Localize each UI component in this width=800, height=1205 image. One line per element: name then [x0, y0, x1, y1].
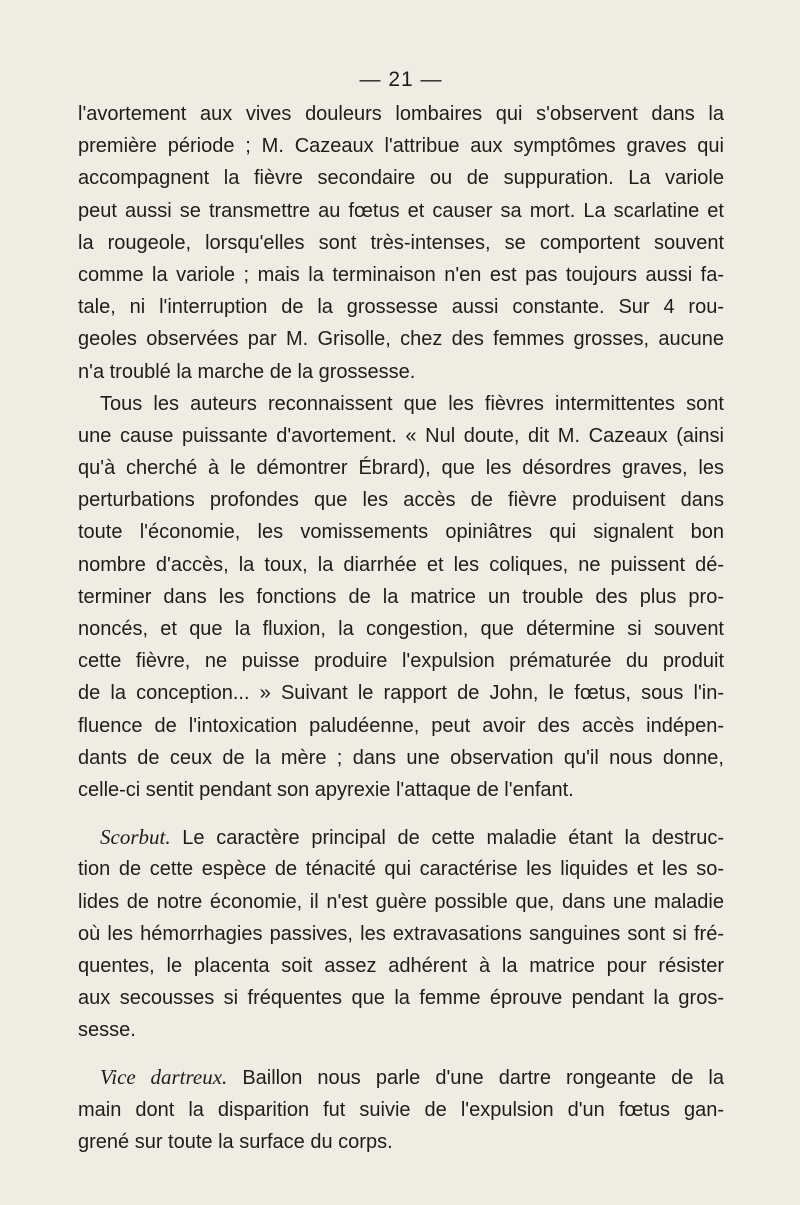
text-line: l'avortement aux vives douleurs lombaires qui s'observent dans la	[78, 103, 724, 125]
text-line: première période ; M. Cazeaux l'attribue aux symptômes graves qui	[78, 135, 724, 158]
text-line: la rougeole, lorsqu'elles sont très-intenses, se comportent souvent	[78, 231, 724, 254]
text-line	[78, 821, 724, 853]
text-line: accompagnent la fièvre secondaire ou de suppuration. La variole	[78, 167, 724, 190]
text-line: une cause puissante d'avortement. « Nul doute, dit M. Cazeaux (ainsi	[78, 424, 724, 447]
text-line: tale, ni l'interruption de la grossesse aussi constante. Sur 4 rou-	[78, 296, 724, 319]
paragraph-fievres	[78, 388, 724, 806]
text-line: noncés, et que la fluxion, la congestion, que détermine si souvent	[78, 618, 724, 640]
text-line: nombre d'accès, la toux, la diarrhée et les coliques, ne puissent dé-	[78, 553, 724, 576]
text-line: main dont la disparition fut suivie de l'expulsion d'un fœtus gan-	[78, 1098, 724, 1121]
text-line: quentes, le placenta soit assez adhérent à la matrice pour résister	[78, 954, 724, 977]
text-line: lides de notre économie, il n'est guère possible que, dans une maladie	[78, 890, 724, 913]
page-number: — 21 —	[359, 68, 443, 91]
text-run: Le caractère principal de cette maladie étant la destruc-	[182, 827, 724, 850]
text-line: comme la variole ; mais la terminaison n'en est pas toujours aussi fa-	[78, 263, 724, 286]
text-line: cette fièvre, ne puisse produire l'expulsion prématurée du produit	[78, 650, 724, 673]
text-line: toute l'économie, les vomissements opiniâtres qui signalent bon	[78, 521, 724, 544]
text-run: Baillon nous parle d'une dartre rongeante de la	[242, 1067, 724, 1090]
text-line: terminer dans les fonctions de la matrice un trouble des plus pro-	[78, 585, 724, 608]
text-line: grené sur toute la surface du corps.	[78, 1130, 393, 1153]
text-line: dants de ceux de la mère ; dans une observation qu'il nous donne,	[78, 746, 724, 769]
text-line: tion de cette espèce de ténacité qui caractérise les liquides et les so-	[78, 858, 724, 881]
text-line: de la conception... » Suivant le rapport de John, le fœtus, sous l'in-	[78, 682, 724, 705]
book-page	[78, 66, 724, 1158]
text-line: celle-ci sentit pendant son apyrexie l'attaque de l'enfant.	[78, 778, 574, 801]
section-heading: Scorbut.	[100, 825, 171, 850]
text-line: sesse.	[78, 1019, 136, 1042]
text-line: Tous les auteurs reconnaissent que les fièvres intermittentes sont	[100, 392, 724, 415]
paragraph-variole	[78, 98, 724, 388]
paragraph-scorbut	[78, 821, 724, 1046]
paragraph-vice-dartreux	[78, 1061, 724, 1158]
text-line: fluence de l'intoxication paludéenne, peut avoir des accès indépen-	[78, 714, 724, 737]
text-line: peut aussi se transmettre au fœtus et causer sa mort. La scarlatine et	[78, 199, 724, 222]
section-heading: Vice dartreux.	[100, 1065, 228, 1090]
text-line: perturbations profondes que les accès de fièvre produisent dans	[78, 489, 724, 512]
text-line: qu'à cherché à le démontrer Ébrard), que les désordres graves, les	[78, 457, 724, 480]
text-line: geoles observées par M. Grisolle, chez des femmes grosses, aucune	[78, 328, 724, 351]
text-line: n'a troublé la marche de la grossesse.	[78, 360, 416, 383]
text-line: où les hémorrhagies passives, les extravasations sanguines sont si fré-	[78, 922, 724, 945]
text-line	[78, 1061, 724, 1093]
text-line: aux secousses si fréquentes que la femme éprouve pendant la gros-	[78, 987, 724, 1010]
